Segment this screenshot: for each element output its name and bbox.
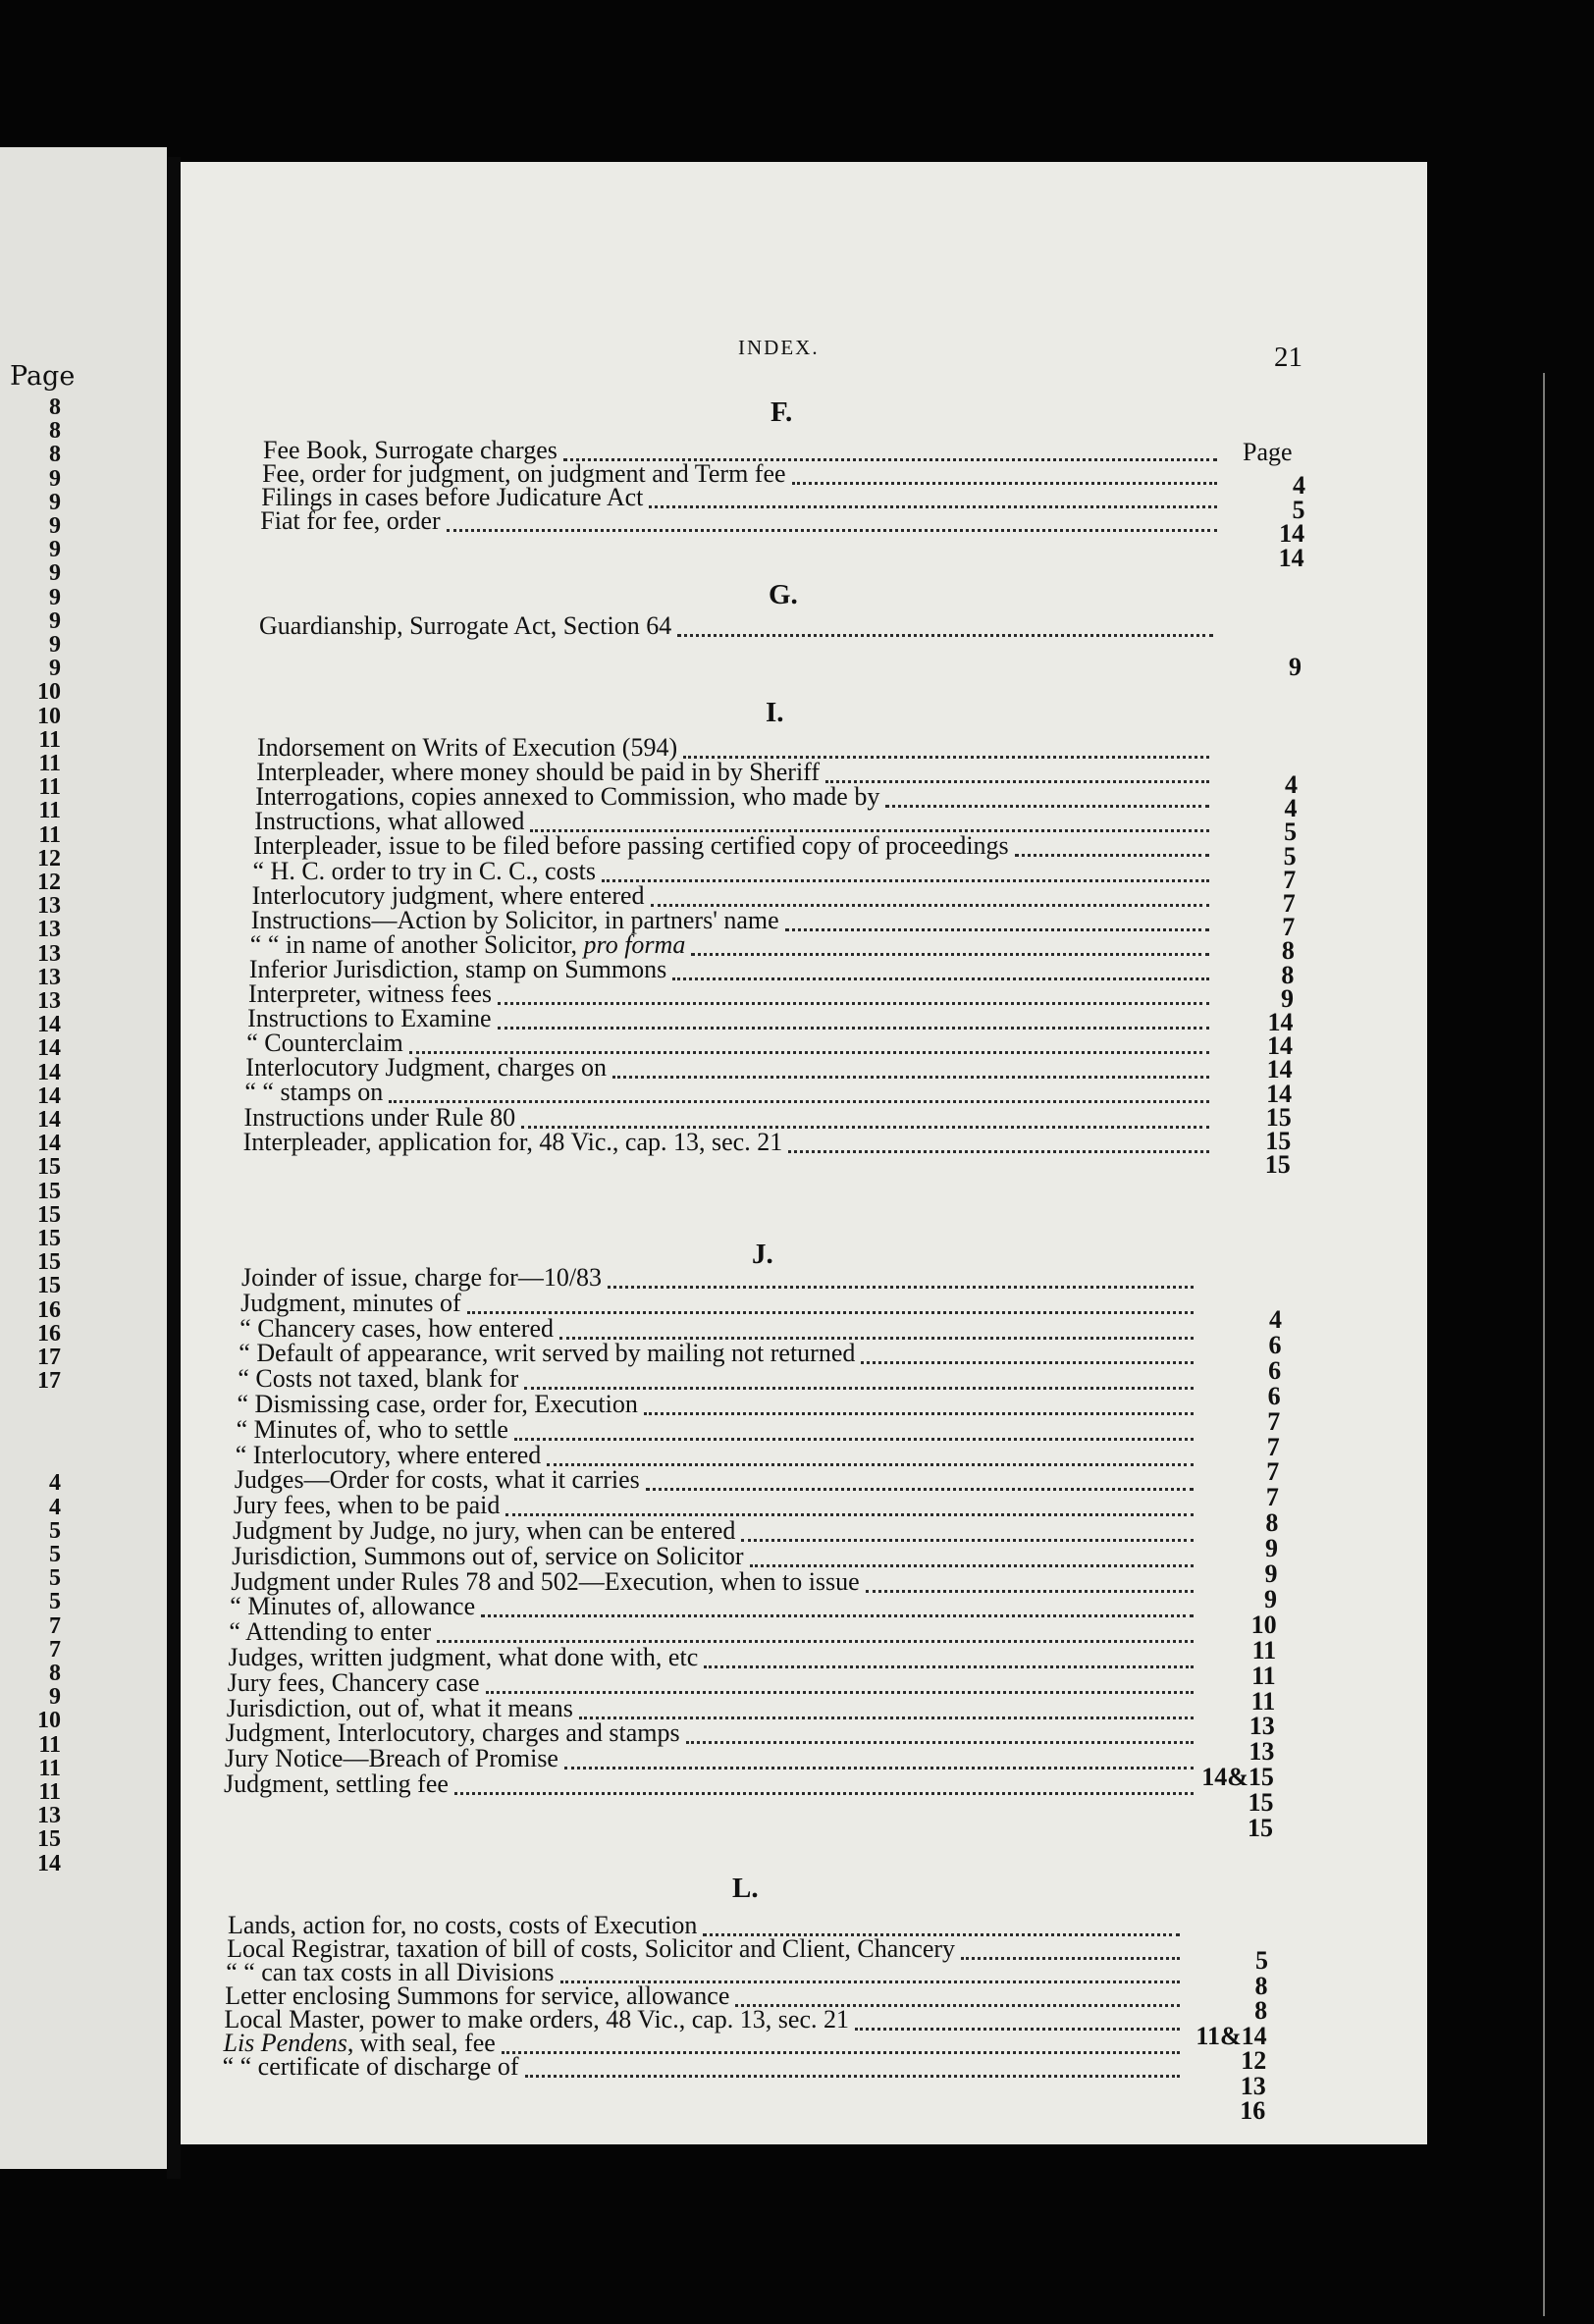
page-reference: 7: [1266, 1432, 1280, 1461]
dot-leader: [646, 1488, 1194, 1491]
entry-text: Instructions—Action by Solicitor, in partners' name: [250, 905, 779, 934]
page-reference: 14: [1278, 543, 1304, 572]
section-letter: J.: [752, 1239, 773, 1270]
page-reference: 15: [1264, 1150, 1291, 1180]
left-page-title: Page: [10, 361, 76, 392]
index-entry: [229, 1644, 699, 1671]
index-entry: [243, 1129, 783, 1156]
dot-leader: [672, 977, 1209, 980]
entry-text: Interlocutory judgment, where entered: [251, 880, 645, 910]
page-reference: 8: [1254, 1971, 1268, 2000]
entry-text: Fee, order for judgment, on judgment and Term fee: [262, 458, 786, 488]
dot-leader: [855, 2028, 1180, 2031]
entry-text: Interpleader, issue to be filed before passing certified copy of proceedings: [253, 831, 1009, 861]
left-page-number: 5: [49, 1542, 61, 1567]
section-letter: F.: [770, 396, 793, 428]
left-page-number: 11: [38, 1755, 61, 1781]
entry-text: “ Counterclaim: [246, 1029, 403, 1058]
page-reference: 14: [1266, 1055, 1293, 1084]
left-page-number: 5: [49, 1589, 61, 1615]
entry-text: Judges—Order for costs, what it carries: [234, 1465, 640, 1495]
entry-text: “ Minutes of, allowance: [230, 1592, 476, 1621]
left-page-number: 8: [49, 1661, 61, 1686]
entry-text: Letter enclosing Summons for service, allowance: [225, 1981, 730, 2010]
entry-text: Joinder of issue, charge for—10/83: [241, 1263, 603, 1292]
entry-text: Judgment, Interlocutory, charges and stamps: [225, 1718, 680, 1748]
index-entry: [259, 612, 671, 640]
page-reference: 9: [1264, 1584, 1278, 1613]
page-reference: 7: [1283, 865, 1297, 894]
page-number: 21: [1274, 342, 1302, 373]
page-reference: 8: [1281, 936, 1295, 966]
running-head: INDEX.: [738, 336, 820, 359]
page-gutter: [167, 157, 181, 2179]
entry-text: Judges, written judgment, what done with, etc: [228, 1643, 699, 1671]
index-entry: [226, 1719, 680, 1747]
index-entry: [223, 2053, 519, 2081]
dot-leader: [481, 1614, 1194, 1617]
dot-leader: [498, 1027, 1209, 1030]
entry-text: Interpleader, application for, 48 Vic., cap. 13, sec. 21: [242, 1127, 783, 1156]
section-letter: L.: [732, 1873, 759, 1904]
left-page-number: 14: [37, 1107, 61, 1133]
page-reference: 15: [1265, 1102, 1292, 1132]
dot-leader: [788, 1150, 1209, 1153]
left-page-number: 13: [37, 893, 61, 920]
page-reference: 4: [1269, 1305, 1282, 1334]
left-page-number: 12: [37, 845, 61, 872]
page-reference: 13: [1249, 1712, 1275, 1741]
page-reference: 9: [1289, 653, 1302, 681]
left-page-number: 15: [37, 1178, 61, 1204]
entry-text: “ “ in name of another Solicitor,: [249, 929, 584, 959]
entry-text: “ Interlocutory, where entered: [235, 1440, 542, 1469]
left-page-number: 10: [37, 703, 61, 729]
index-entry: [232, 1543, 743, 1570]
left-page-number: 9: [49, 560, 61, 587]
page-reference: 11: [1251, 1661, 1276, 1690]
left-page-number: 8: [49, 418, 61, 445]
page-reference: 14: [1266, 1079, 1293, 1108]
entry-text: “ Costs not taxed, blank for: [238, 1364, 519, 1394]
dot-leader: [792, 482, 1217, 485]
left-page-number: 9: [49, 607, 61, 634]
entry-text: Local Master, power to make orders, 48 Vic., cap. 13, sec. 21: [224, 2005, 849, 2034]
entry-text: Judgment under Rules 78 and 502—Execution, when to issue: [231, 1566, 860, 1596]
page-reference: 11: [1251, 1635, 1277, 1664]
entry-text: Inferior Jurisdiction, stamp on Summons: [248, 954, 667, 983]
dot-leader: [677, 634, 1213, 637]
index-entry: [239, 1315, 554, 1343]
dot-leader: [612, 1076, 1209, 1079]
dot-leader: [785, 928, 1209, 931]
entry-text: , with seal, fee: [346, 2029, 496, 2057]
index-entry: [237, 1416, 508, 1444]
page-reference: 6: [1267, 1381, 1281, 1410]
page-reference: 8: [1254, 1996, 1268, 2025]
dot-leader: [691, 953, 1209, 956]
entry-text: Indorsement on Writs of Execution (594): [257, 733, 678, 762]
page-reference: 11&14: [1196, 2021, 1267, 2050]
page-reference: 15: [1248, 1788, 1274, 1818]
page-reference: 7: [1282, 913, 1296, 942]
previous-page: [0, 147, 167, 2169]
page-reference: 9: [1264, 1559, 1278, 1588]
entry-text: Jury Notice—Breach of Promise: [224, 1744, 558, 1773]
index-entry: [260, 507, 440, 535]
entry-text: “ Chancery cases, how entered: [239, 1313, 554, 1343]
entry-text: Jurisdiction, out of, what it means: [226, 1693, 573, 1722]
dot-leader: [514, 1438, 1194, 1441]
left-page-number: 4: [49, 1494, 61, 1520]
left-page-number: 14: [37, 1059, 61, 1085]
page-reference: 11: [1250, 1686, 1276, 1716]
index-entry: [225, 1745, 558, 1772]
left-page-number: 11: [38, 1779, 61, 1805]
page-reference: 13: [1249, 1737, 1275, 1767]
entry-text: Filings in cases before Judicature Act: [261, 482, 644, 511]
entry-text: Judgment, settling fee: [224, 1769, 449, 1798]
index-entry: [234, 1492, 500, 1519]
left-page-number: 14: [37, 1035, 61, 1062]
left-page-number: 13: [37, 917, 61, 943]
left-page-number: 11: [38, 751, 61, 776]
dot-leader: [525, 2075, 1180, 2078]
left-page-number: 16: [37, 1296, 61, 1323]
page-reference: 5: [1292, 495, 1305, 524]
index-entry: [241, 1264, 602, 1292]
dot-leader: [704, 1665, 1194, 1668]
page-reference: 14: [1267, 1008, 1294, 1036]
index-entry: [238, 1365, 518, 1393]
dot-leader: [861, 1361, 1194, 1364]
page-edge: [1543, 373, 1545, 2316]
page-reference: 5: [1284, 818, 1298, 847]
page-reference: 8: [1265, 1508, 1279, 1538]
section-letter: I.: [766, 697, 784, 728]
left-page-number: 9: [49, 632, 61, 658]
dot-leader: [608, 1286, 1194, 1289]
entry-text: Instructions, what allowed: [254, 807, 525, 836]
left-page-number: 9: [49, 537, 61, 563]
left-page-number: 5: [49, 1517, 61, 1544]
dot-leader: [686, 1741, 1194, 1744]
dot-leader: [961, 1957, 1180, 1960]
left-page-number: 15: [37, 1154, 61, 1181]
dot-leader: [454, 1792, 1194, 1795]
left-page-number: 11: [38, 821, 61, 848]
left-page-number: 10: [37, 679, 61, 706]
left-page-number: 9: [49, 656, 61, 682]
page-reference: 4: [1285, 770, 1298, 799]
index-entry: [233, 1517, 735, 1545]
left-page-number: 4: [49, 1470, 61, 1497]
left-page-number: 15: [37, 1273, 61, 1299]
index-entry: [228, 1669, 480, 1697]
entry-text: “ “ can tax costs in all Divisions: [226, 1958, 555, 1986]
entry-text: “ Attending to enter: [229, 1617, 432, 1647]
left-page-number: 9: [49, 584, 61, 610]
index-entry: [229, 1618, 431, 1646]
left-page-number: 14: [37, 1850, 61, 1876]
left-page-number: 7: [49, 1636, 61, 1663]
dot-leader: [502, 2051, 1180, 2054]
dot-leader: [866, 1590, 1194, 1593]
page-reference: 7: [1267, 1406, 1281, 1436]
page-reference: 5: [1255, 1946, 1268, 1975]
page-reference: 9: [1264, 1534, 1278, 1563]
left-page-number: 13: [37, 1803, 61, 1829]
dot-leader: [467, 1311, 1194, 1314]
left-page-number: 9: [49, 465, 61, 492]
index-entry: [239, 1340, 855, 1367]
entry-italic-tail: pro forma: [583, 929, 686, 959]
entry-text: “ H. C. order to try in C. C., costs: [252, 856, 597, 885]
dot-leader: [447, 529, 1217, 532]
index-entry: [235, 1466, 640, 1494]
index-entry: [230, 1593, 475, 1620]
index-entry: [231, 1568, 860, 1596]
index-entry: [224, 1770, 449, 1798]
dot-leader: [825, 780, 1209, 783]
page-reference: 14&15: [1201, 1763, 1274, 1792]
left-page-number: 11: [38, 798, 61, 824]
left-page-number: 15: [37, 1226, 61, 1251]
page-reference: 16: [1240, 2096, 1266, 2125]
left-page-number: 17: [37, 1368, 61, 1395]
page-reference: 15: [1248, 1814, 1273, 1842]
page-reference: 14: [1267, 1031, 1294, 1061]
dot-leader: [649, 505, 1217, 508]
index-entry: [227, 1695, 573, 1722]
left-page-number: 9: [49, 1684, 61, 1711]
left-page-number: 14: [37, 1083, 61, 1109]
left-page-number: 14: [37, 1012, 61, 1038]
page-reference: 8: [1281, 960, 1295, 989]
page-reference: 4: [1284, 794, 1298, 823]
dot-leader: [644, 1412, 1194, 1415]
left-page-number: 11: [38, 1731, 61, 1758]
dot-leader: [885, 805, 1209, 808]
left-page-number: 11: [38, 726, 61, 753]
left-page-number: 14: [37, 1131, 61, 1157]
entry-text: Jury fees, when to be paid: [233, 1491, 501, 1520]
entry-text: Local Registrar, taxation of bill of costs, Solicitor and Client, Chancery: [227, 1934, 956, 1963]
dot-leader: [547, 1463, 1194, 1466]
entry-text: Lands, action for, no costs, costs of Execution: [228, 1911, 698, 1939]
page-reference: 15: [1265, 1127, 1292, 1155]
page-reference: 6: [1268, 1355, 1282, 1385]
left-page-number: 17: [37, 1345, 61, 1370]
left-page-number: 15: [37, 1249, 61, 1276]
entry-text: Instructions to Examine: [247, 1004, 492, 1033]
entry-italic-lead: Lis Pendens: [223, 2029, 347, 2057]
entry-text: “ Dismissing case, order for, Execution: [237, 1390, 638, 1418]
dot-leader: [1015, 854, 1209, 857]
index-entry: [240, 1290, 461, 1317]
dot-leader: [486, 1691, 1194, 1694]
page-column-header: Page: [1243, 438, 1293, 466]
index-entry: [236, 1442, 542, 1469]
entry-text: Instructions under Rule 80: [243, 1102, 516, 1132]
entry-text: Fiat for fee, order: [260, 505, 441, 535]
entry-text: Judgment by Judge, no jury, when can be entered: [233, 1516, 736, 1545]
page-reference: 10: [1250, 1610, 1277, 1639]
left-page-number: 15: [37, 1201, 61, 1228]
left-page-number: 9: [49, 513, 61, 539]
page-reference: 13: [1240, 2071, 1266, 2100]
index-entry: [238, 1391, 638, 1418]
entry-text: Jury fees, Chancery case: [227, 1667, 480, 1697]
page-reference: 7: [1265, 1483, 1279, 1512]
left-page-number: 8: [49, 395, 61, 420]
dot-leader: [602, 879, 1209, 882]
left-page-number: 16: [37, 1320, 61, 1347]
left-page-number: 9: [49, 489, 61, 515]
page-reference: 9: [1280, 983, 1294, 1013]
page-reference: 7: [1266, 1457, 1280, 1487]
left-page-number: 5: [49, 1565, 61, 1592]
entry-text: Interlocutory Judgment, charges on: [245, 1053, 608, 1083]
section-letter: G.: [769, 579, 798, 610]
entry-text: Jurisdiction, Summons out of, service on Solicitor: [232, 1541, 744, 1570]
entry-text: “ Minutes of, who to settle: [236, 1414, 508, 1444]
entry-text: Guardianship, Surrogate Act, Section 64: [259, 611, 672, 640]
entry-text: Interpreter, witness fees: [248, 979, 493, 1008]
entry-text: Fee Book, Surrogate charges: [263, 436, 558, 464]
entry-text: Interpleader, where money should be paid in by Sheriff: [256, 758, 821, 787]
page-reference: 4: [1293, 471, 1305, 500]
dot-leader: [498, 1002, 1209, 1005]
left-page-number: 8: [49, 442, 61, 468]
dot-leader: [741, 1539, 1194, 1542]
page-reference: 5: [1283, 841, 1297, 871]
entry-text: “ Default of appearance, writ served by mailing not returned: [239, 1339, 856, 1368]
left-page-number: 13: [37, 964, 61, 990]
entry-text: Interrogations, copies annexed to Commission, who made by: [255, 782, 880, 812]
page-reference: 12: [1241, 2046, 1267, 2075]
left-page-number: 13: [37, 940, 61, 967]
entry-text: “ “ certificate of discharge of: [222, 2052, 519, 2081]
entry-text: Judgment, minutes of: [240, 1288, 461, 1317]
page-reference: 7: [1282, 889, 1296, 918]
left-page-number: 7: [49, 1612, 61, 1639]
left-page-number: 10: [37, 1708, 61, 1734]
page-reference: 14: [1279, 519, 1305, 548]
left-page-number: 15: [37, 1826, 61, 1853]
page-reference: 6: [1268, 1330, 1282, 1359]
entry-text: “ “ stamps on: [244, 1078, 384, 1107]
dot-leader: [564, 1767, 1194, 1769]
left-page-number: 11: [38, 774, 61, 801]
left-page-number: 13: [37, 988, 61, 1014]
left-page-number: 12: [37, 870, 61, 895]
